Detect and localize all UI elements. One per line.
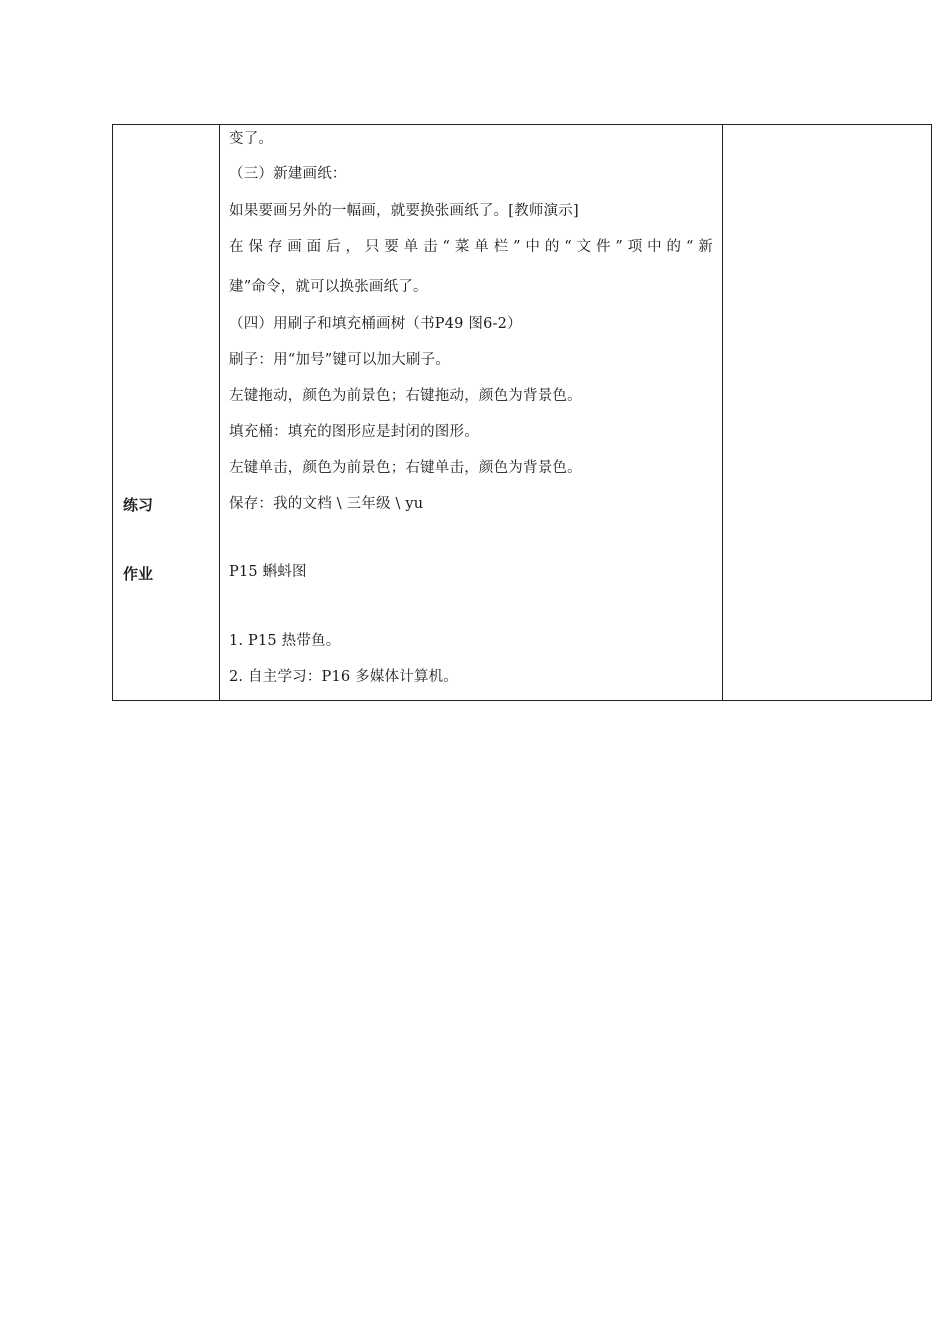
homework-label: 作业 bbox=[123, 565, 154, 583]
content-line: 刷子：用“加号”键可以加大刷子。 bbox=[229, 352, 451, 368]
content-line: 建”命令，就可以换张画纸了。 bbox=[229, 279, 428, 295]
content-line: 左键单击，颜色为前景色；右键单击，颜色为背景色。 bbox=[229, 460, 582, 476]
section-heading: （四）用刷子和填充桶画树（书P49 图6-2） bbox=[229, 316, 522, 332]
content-line: 保存：我的文档 \ 三年级 \ yu bbox=[229, 496, 424, 512]
practice-label: 练习 bbox=[123, 496, 154, 514]
practice-content: P15 蝌蚪图 bbox=[229, 564, 307, 580]
lesson-table bbox=[112, 124, 932, 701]
content-line: 在保存画面后，只要单击“菜单栏”中的“文件”项中的“新 bbox=[229, 239, 713, 255]
homework-item: 2. 自主学习：P16 多媒体计算机。 bbox=[229, 669, 459, 685]
column-divider-left bbox=[219, 125, 220, 700]
section-heading: （三）新建画纸： bbox=[229, 166, 347, 182]
homework-item: 1. P15 热带鱼。 bbox=[229, 633, 341, 649]
content-line: 如果要画另外的一幅画，就要换张画纸了。[教师演示] bbox=[229, 203, 579, 219]
column-divider-right bbox=[722, 125, 723, 700]
content-line: 变了。 bbox=[229, 131, 274, 147]
content-line: 填充桶：填充的图形应是封闭的图形。 bbox=[229, 424, 479, 440]
content-line: 左键拖动，颜色为前景色；右键拖动，颜色为背景色。 bbox=[229, 388, 582, 404]
